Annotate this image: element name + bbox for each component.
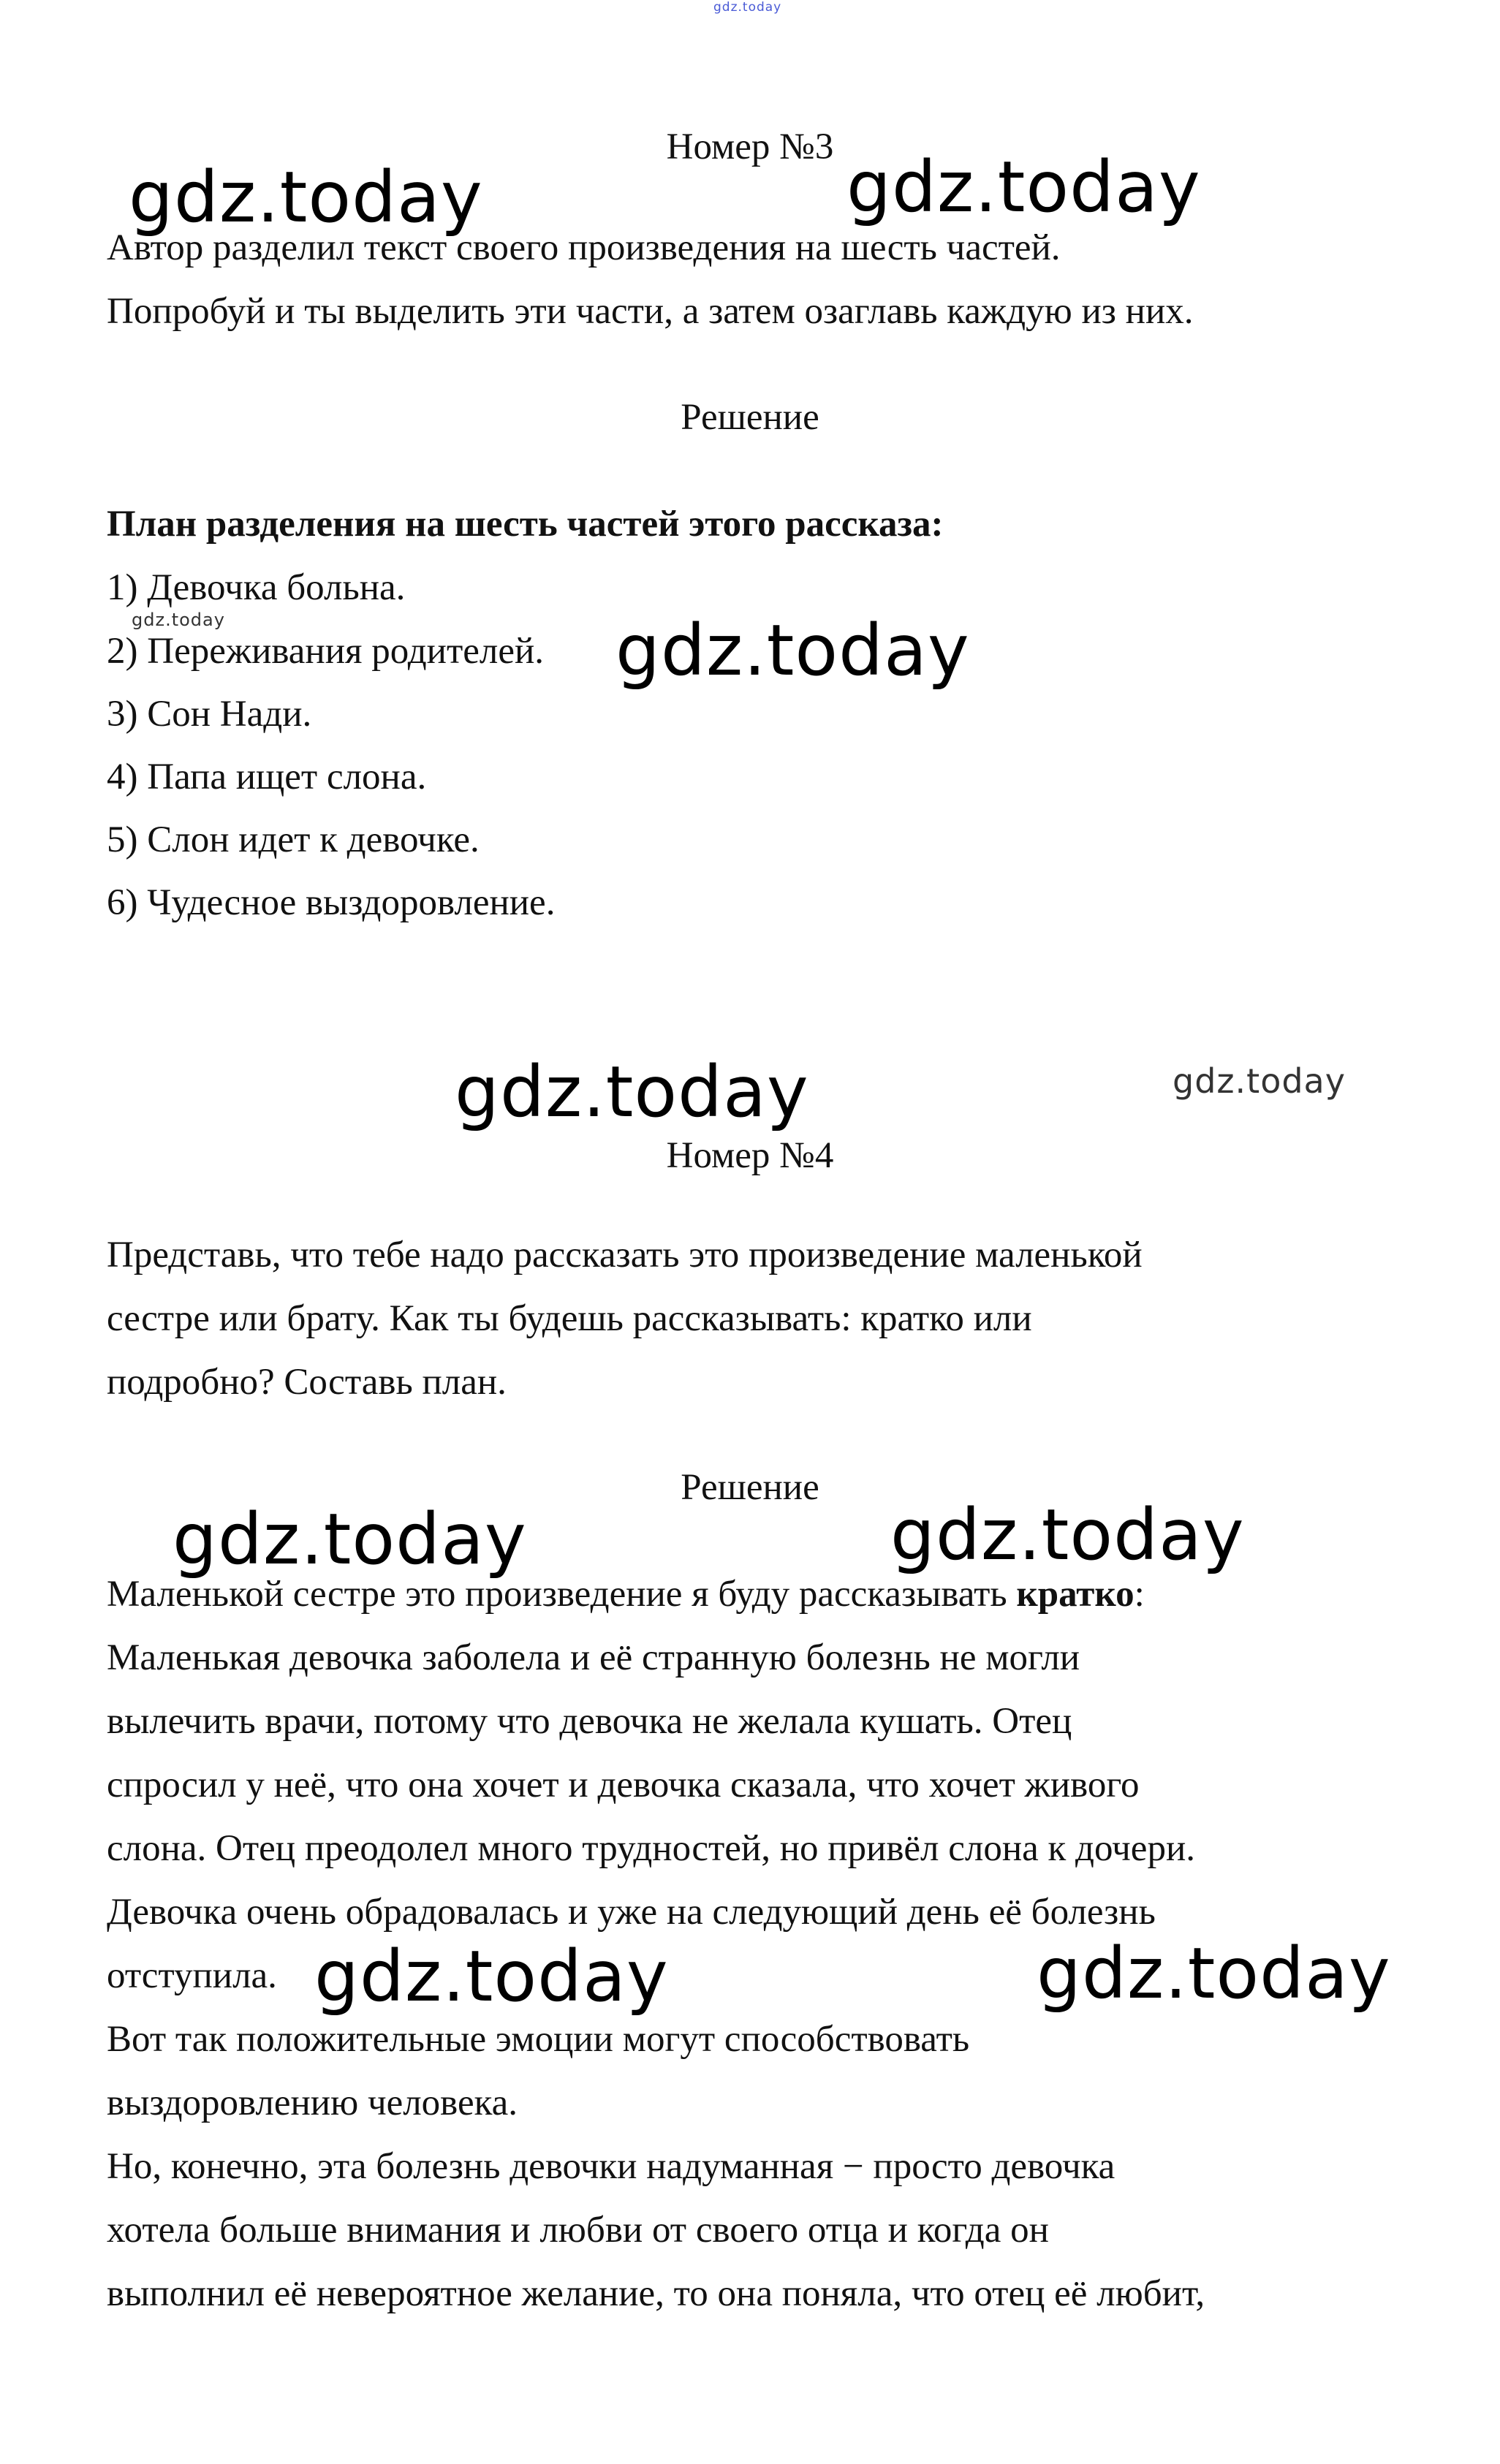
section3-title: Номер №3	[666, 126, 834, 167]
plan-item-2: 2) Переживания родителей.	[107, 631, 545, 672]
answer-line-3: спросил у неё, что она хочет и девочка сказала, что хочет живого	[107, 1764, 1140, 1805]
watermark-small: gdz.today	[132, 610, 225, 630]
plan-item-4: 4) Папа ищет слона.	[107, 757, 427, 797]
watermark: gdz.today	[314, 1936, 669, 2017]
watermark: gdz.today	[890, 1494, 1245, 1576]
watermark: gdz.today	[615, 610, 970, 691]
answer-line-2: вылечить врачи, потому что девочка не желала кушать. Отец	[107, 1701, 1072, 1742]
watermark: gdz.today	[173, 1498, 527, 1580]
answer-line-5: Девочка очень обрадовалась и уже на следующий день её болезнь	[107, 1892, 1156, 1933]
plan-item-5: 5) Слон идет к девочке.	[107, 819, 480, 860]
answer-line-7: Вот так положительные эмоции могут способствовать	[107, 2019, 970, 2060]
section3-solution-label: Решение	[681, 397, 819, 438]
answer-line-4: слона. Отец преодолел много трудностей, но привёл слона к дочери.	[107, 1828, 1195, 1869]
answer-line-10: хотела больше внимания и любви от своего отца и когда он	[107, 2210, 1049, 2251]
answer-line-9: Но, конечно, эта болезнь девочки надуманная − просто девочка	[107, 2146, 1115, 2187]
plan-item-6: 6) Чудесное выздоровление.	[107, 882, 556, 923]
section4-task-line-2: сестре или брату. Как ты будешь рассказывать: кратко или	[107, 1298, 1032, 1339]
answer-intro-bold: кратко	[1016, 1574, 1135, 1615]
answer-line-11: выполнил её невероятное желание, то она поняла, что отец её любит,	[107, 2273, 1205, 2314]
plan-item-3: 3) Сон Нади.	[107, 694, 312, 735]
plan-item-1: 1) Девочка больна.	[107, 567, 406, 608]
section3-task-line-2: Попробуй и ты выделить эти части, а затем озаглавь каждую из них.	[107, 291, 1194, 332]
answer-intro-end: :	[1134, 1574, 1145, 1615]
section3-task-line-1: Автор разделил текст своего произведения на шесть частей.	[107, 227, 1061, 268]
watermark: gdz.today	[129, 156, 483, 238]
section4-solution-label: Решение	[681, 1467, 819, 1508]
answer-line-6: отступила.	[107, 1955, 277, 1996]
answer-line-8: выздоровлению человека.	[107, 2082, 518, 2123]
section4-title: Номер №4	[666, 1135, 834, 1176]
section3-plan-heading: План разделения на шесть частей этого рассказа:	[107, 504, 944, 545]
answer-intro-text: Маленькой сестре это произведение я буду рассказывать	[107, 1574, 1017, 1615]
section4-task-line-3: подробно? Составь план.	[107, 1362, 507, 1403]
answer-intro	[107, 1576, 1145, 1613]
watermark: gdz.today	[455, 1051, 809, 1133]
watermark-medium: gdz.today	[1173, 1061, 1346, 1101]
watermark: gdz.today	[846, 146, 1201, 228]
watermark-top: gdz.today	[713, 0, 782, 15]
answer-line-1: Маленькая девочка заболела и её странную болезнь не могли	[107, 1637, 1080, 1678]
watermark: gdz.today	[1037, 1933, 1391, 2014]
section4-task-line-1: Представь, что тебе надо рассказать это произведение маленькой	[107, 1235, 1143, 1275]
